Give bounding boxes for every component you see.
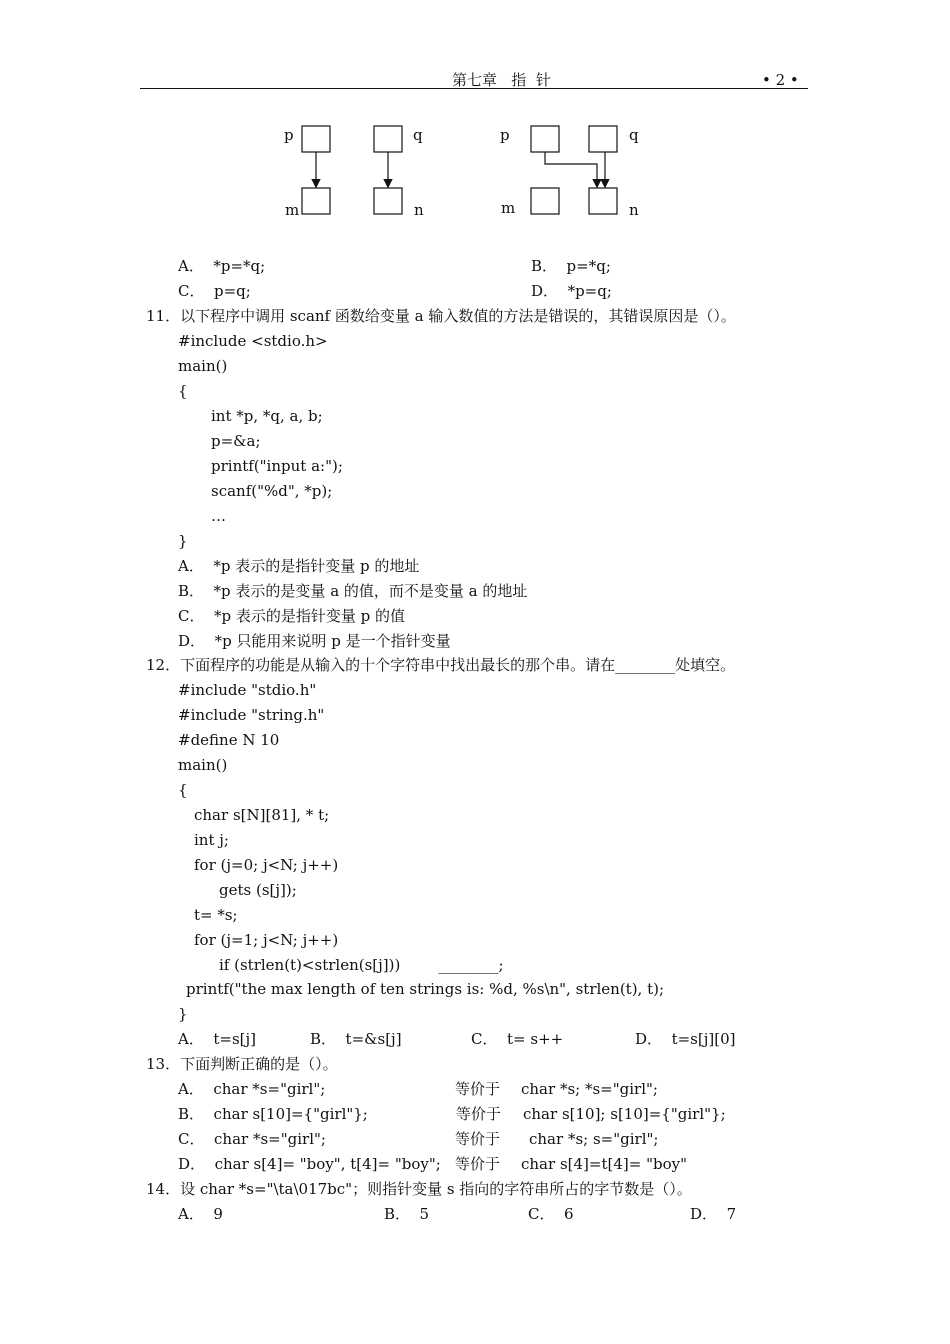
q10-option-a: A． *p=*q;	[178, 257, 266, 275]
q13-row-d-mid: 等价于	[455, 1155, 501, 1173]
q12-option-c: C． t= s++	[471, 1030, 564, 1048]
page-header-chapter: 第七章 指 针	[452, 71, 551, 89]
q13-row-a-left: A． char *s="girl";	[178, 1080, 326, 1098]
label-m-right: m	[501, 199, 516, 217]
q11-option-d: D． *p 只能用来说明 p 是一个指针变量	[178, 632, 451, 650]
q10-option-c: C． p=q;	[178, 282, 251, 300]
q13-row-d-right: char s[4]=t[4]= "boy"	[521, 1155, 687, 1173]
label-n-left: n	[414, 201, 424, 219]
q13-row-c-right: char *s; s="girl";	[529, 1130, 659, 1148]
q11-code-line: scanf("%d", *p);	[211, 482, 333, 500]
q14-option-d: D． 7	[690, 1205, 737, 1223]
pointer-diagrams	[0, 0, 950, 240]
q12-code-line: int j;	[194, 831, 229, 849]
q11-option-c: C． *p 表示的是指针变量 p 的值	[178, 607, 406, 625]
q12-code-line: for (j=0; j<N; j++)	[194, 856, 339, 874]
q11-option-a: A． *p 表示的是指针变量 p 的地址	[178, 557, 420, 575]
box-m-left	[302, 188, 330, 214]
q13-row-d-left: D． char s[4]= "boy", t[4]= "boy";	[178, 1155, 441, 1173]
label-m-left: m	[285, 201, 300, 219]
q11-code-line: p=&a;	[211, 432, 261, 450]
label-p-right: p	[500, 126, 510, 144]
q12-option-d: D． t=s[j][0]	[635, 1030, 736, 1048]
page-number: • 2 •	[762, 71, 799, 89]
q12-option-b: B． t=&s[j]	[310, 1030, 402, 1048]
q11-code-line: main()	[178, 357, 228, 375]
q12-code-line: #include "string.h"	[178, 706, 325, 724]
q12-code-line: if (strlen(t)<strlen(s[j])) ________;	[219, 956, 504, 974]
label-n-right: n	[629, 201, 639, 219]
q11-code-line: …	[211, 507, 226, 525]
arrow-p-to-n	[545, 152, 597, 186]
q12-code-line: gets (s[j]);	[219, 881, 297, 899]
q12-code-line: #include "stdio.h"	[178, 681, 317, 699]
q11-code-line: {	[178, 382, 188, 400]
q14-option-c: C． 6	[528, 1205, 574, 1223]
box-n-right	[589, 188, 617, 214]
q12-stem: 12．下面程序的功能是从输入的十个字符串中找出最长的那个串。请在________处填空。	[146, 656, 736, 674]
q10-option-b: B． p=*q;	[531, 257, 611, 275]
q12-code-line: #define N 10	[178, 731, 280, 749]
q12-option-a: A． t=s[j]	[178, 1030, 257, 1048]
q11-code-line: }	[178, 532, 188, 550]
q12-code-line: {	[178, 781, 188, 799]
q12-code-line: printf("the max length of ten strings is: %d, %s\n", strlen(t), t);	[186, 980, 665, 998]
q13-row-c-mid: 等价于	[455, 1130, 501, 1148]
q13-row-b-mid: 等价于	[456, 1105, 502, 1123]
q12-code-line: for (j=1; j<N; j++)	[194, 931, 339, 949]
box-p-right	[531, 126, 559, 152]
q12-code-line: main()	[178, 756, 228, 774]
q13-row-a-right: char *s; *s="girl";	[521, 1080, 658, 1098]
box-p-left	[302, 126, 330, 152]
q11-stem: 11．以下程序中调用 scanf 函数给变量 a 输入数值的方法是错误的，其错误原因是（）。	[146, 307, 736, 325]
q13-row-c-left: C． char *s="girl";	[178, 1130, 326, 1148]
label-q-left: q	[413, 126, 423, 144]
q12-code-line: }	[178, 1005, 188, 1023]
q13-row-a-mid: 等价于	[455, 1080, 501, 1098]
q11-code-line: #include <stdio.h>	[178, 332, 328, 350]
q11-code-line: int *p, *q, a, b;	[211, 407, 323, 425]
box-q-left	[374, 126, 402, 152]
label-q-right: q	[629, 126, 639, 144]
q12-code-line: char s[N][81], * t;	[194, 806, 330, 824]
box-m-right	[531, 188, 559, 214]
q14-option-a: A． 9	[178, 1205, 223, 1223]
q14-stem: 14．设 char *s="\ta\017bc"；则指针变量 s 指向的字符串所占的字节数是（）。	[146, 1180, 692, 1198]
q13-row-b-left: B． char s[10]={"girl"};	[178, 1105, 368, 1123]
q10-option-d: D． *p=q;	[531, 282, 612, 300]
q12-code-line: t= *s;	[194, 906, 238, 924]
box-q-right	[589, 126, 617, 152]
label-p-left: p	[284, 126, 294, 144]
q13-row-b-right: char s[10]; s[10]={"girl"};	[523, 1105, 726, 1123]
box-n-left	[374, 188, 402, 214]
q11-code-line: printf("input a:");	[211, 457, 343, 475]
q13-stem: 13．下面判断正确的是（）。	[146, 1055, 338, 1073]
q14-option-b: B． 5	[384, 1205, 430, 1223]
q11-option-b: B． *p 表示的是变量 a 的值，而不是变量 a 的地址	[178, 582, 528, 600]
